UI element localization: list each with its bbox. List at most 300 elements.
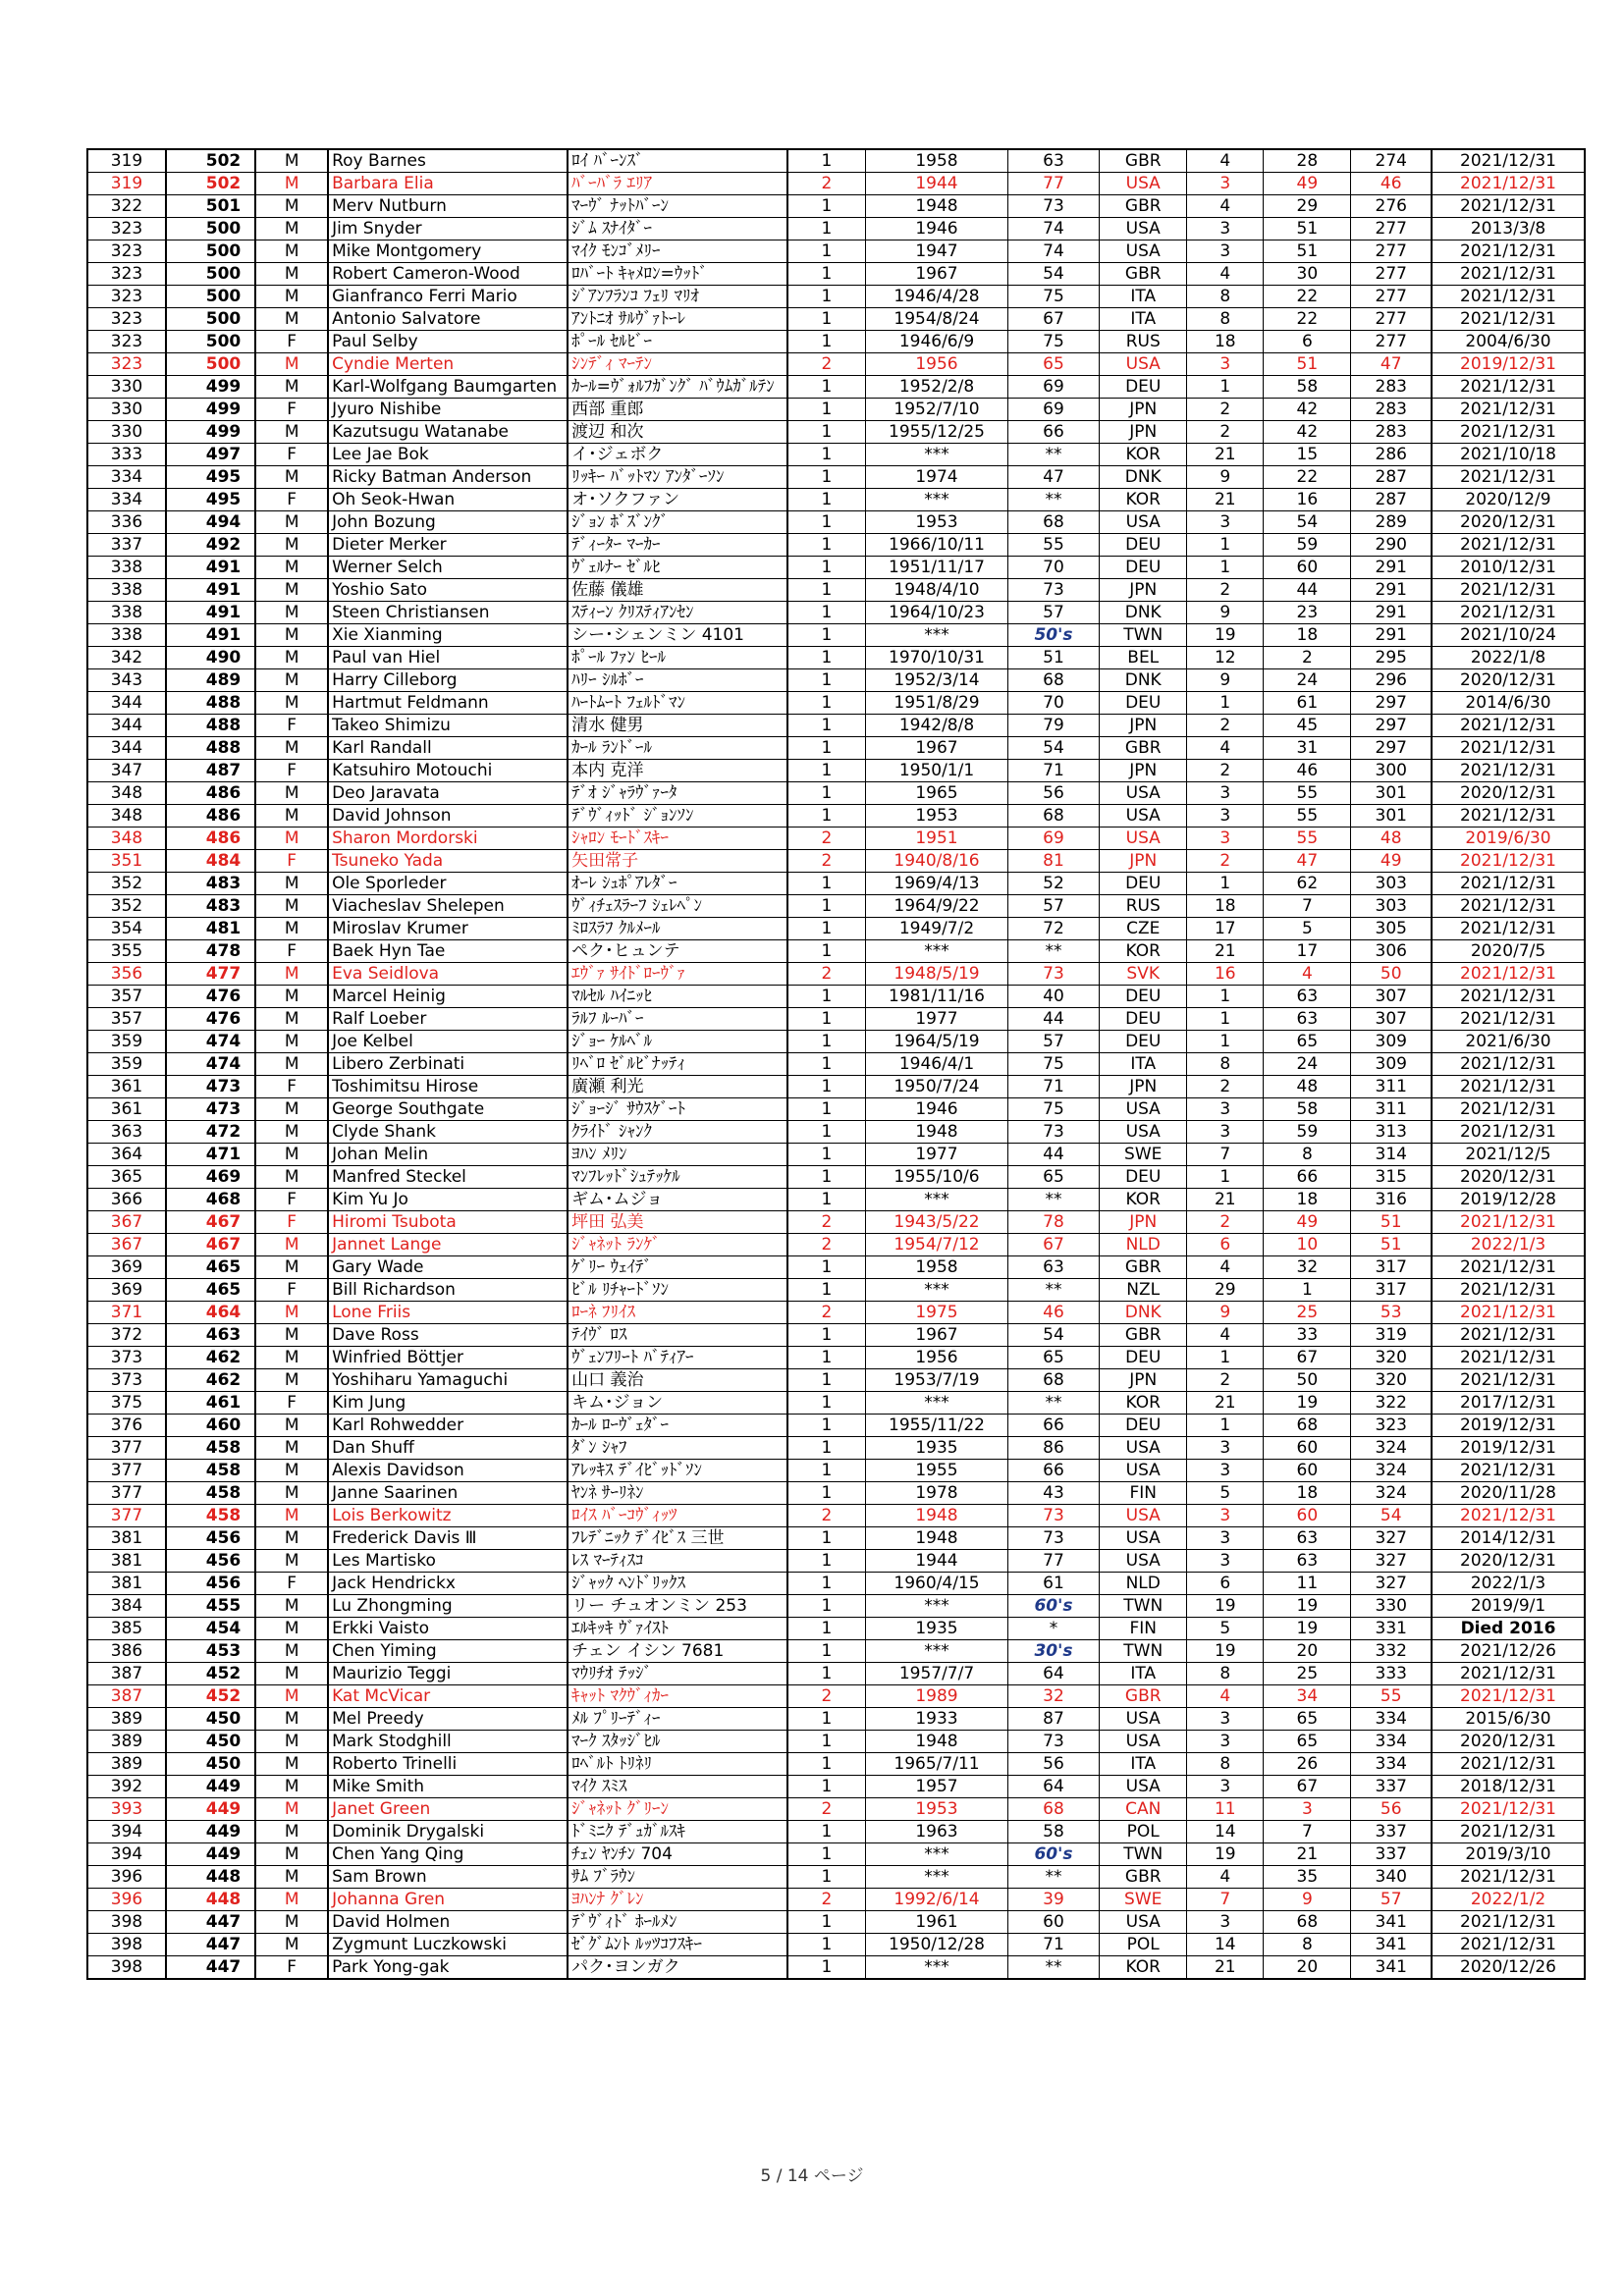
cell-date: 2021/10/18 (1432, 444, 1585, 466)
cell-date: 2021/12/31 (1432, 918, 1585, 940)
cell-div: 1 (787, 1460, 866, 1482)
cell-country: GBR (1100, 1256, 1187, 1279)
cell-born: 1953 (866, 1798, 1008, 1821)
cell-born: 1933 (866, 1708, 1008, 1731)
cell-rank: 342 (87, 647, 166, 669)
cell-score: 465 (166, 1256, 255, 1279)
cell-sub: 55 (1264, 828, 1351, 850)
cell-sex: M (255, 1889, 328, 1911)
cell-sex: M (255, 1843, 328, 1866)
cell-pos: 297 (1351, 692, 1432, 715)
cell-group: 4 (1187, 149, 1264, 173)
cell-div: 1 (787, 511, 866, 534)
table-row (87, 1956, 1585, 1980)
cell-date: 2021/12/31 (1432, 1663, 1585, 1685)
cell-group: 3 (1187, 240, 1264, 263)
cell-score: 501 (166, 195, 255, 218)
cell-div: 1 (787, 715, 866, 737)
cell-group: 4 (1187, 1324, 1264, 1347)
cell-age: 73 (1007, 1527, 1099, 1550)
cell-group: 19 (1187, 1843, 1264, 1866)
cell-pos: 51 (1351, 1211, 1432, 1234)
cell-sub: 19 (1264, 1618, 1351, 1640)
cell-kana: ペク･ヒュンテ (568, 940, 787, 963)
cell-group: 18 (1187, 331, 1264, 353)
cell-country: GBR (1100, 263, 1187, 286)
cell-group: 17 (1187, 918, 1264, 940)
cell-age: 46 (1007, 1302, 1099, 1324)
cell-country: JPN (1100, 421, 1187, 444)
cell-born: *** (866, 1392, 1008, 1415)
cell-sub: 7 (1264, 1821, 1351, 1843)
cell-sub: 60 (1264, 1437, 1351, 1460)
cell-country: JPN (1100, 760, 1187, 782)
cell-rank: 348 (87, 782, 166, 805)
cell-name: Merv Nutburn (328, 195, 568, 218)
cell-div: 1 (787, 1392, 866, 1415)
cell-born: 1963 (866, 1821, 1008, 1843)
cell-group: 19 (1187, 1640, 1264, 1663)
cell-name: Cyndie Merten (328, 353, 568, 376)
cell-born: *** (866, 444, 1008, 466)
cell-country: FIN (1100, 1618, 1187, 1640)
cell-country: RUS (1100, 895, 1187, 918)
cell-name: Lois Berkowitz (328, 1505, 568, 1527)
cell-age: 63 (1007, 1256, 1099, 1279)
cell-sex: M (255, 918, 328, 940)
cell-date: 2020/12/31 (1432, 1550, 1585, 1573)
table-row (87, 1866, 1585, 1889)
cell-group: 3 (1187, 511, 1264, 534)
cell-group: 3 (1187, 1708, 1264, 1731)
cell-age: 58 (1007, 1821, 1099, 1843)
cell-div: 1 (787, 1166, 866, 1189)
cell-score: 500 (166, 286, 255, 308)
cell-pos: 305 (1351, 918, 1432, 940)
cell-country: SWE (1100, 1889, 1187, 1911)
cell-sex: M (255, 1144, 328, 1166)
cell-group: 2 (1187, 760, 1264, 782)
cell-group: 8 (1187, 308, 1264, 331)
cell-age: 73 (1007, 1121, 1099, 1144)
cell-rank: 323 (87, 331, 166, 353)
cell-kana: ｼﾞﾑ ｽﾅｲﾀﾞｰ (568, 218, 787, 240)
cell-div: 1 (787, 1437, 866, 1460)
cell-kana: 坪田 弘美 (568, 1211, 787, 1234)
cell-sex: M (255, 782, 328, 805)
cell-kana: ｷｬｯﾄ ﾏｸｳﾞｨｶｰ (568, 1685, 787, 1708)
cell-pos: 333 (1351, 1663, 1432, 1685)
cell-rank: 398 (87, 1956, 166, 1980)
cell-date: 2021/10/24 (1432, 624, 1585, 647)
cell-rank: 344 (87, 715, 166, 737)
cell-score: 486 (166, 782, 255, 805)
cell-score: 481 (166, 918, 255, 940)
table-row (87, 240, 1585, 263)
cell-born: 1970/10/31 (866, 647, 1008, 669)
cell-date: 2022/1/3 (1432, 1234, 1585, 1256)
cell-group: 21 (1187, 444, 1264, 466)
cell-rank: 398 (87, 1934, 166, 1956)
cell-pos: 330 (1351, 1595, 1432, 1618)
cell-name: Dieter Merker (328, 534, 568, 557)
cell-group: 1 (1187, 1031, 1264, 1053)
cell-div: 1 (787, 466, 866, 489)
cell-born: *** (866, 1189, 1008, 1211)
cell-age: 75 (1007, 286, 1099, 308)
cell-rank: 365 (87, 1166, 166, 1189)
cell-rank: 387 (87, 1663, 166, 1685)
cell-age: 86 (1007, 1437, 1099, 1460)
cell-rank: 354 (87, 918, 166, 940)
cell-div: 1 (787, 1053, 866, 1076)
cell-born: 1951/11/17 (866, 557, 1008, 579)
cell-pos: 277 (1351, 218, 1432, 240)
table-row (87, 1685, 1585, 1708)
cell-rank: 381 (87, 1573, 166, 1595)
cell-group: 3 (1187, 1121, 1264, 1144)
cell-pos: 47 (1351, 353, 1432, 376)
table-row (87, 1279, 1585, 1302)
cell-country: USA (1100, 1527, 1187, 1550)
table-row (87, 1573, 1585, 1595)
cell-born: 1957 (866, 1776, 1008, 1798)
cell-sex: M (255, 624, 328, 647)
cell-name: Karl-Wolfgang Baumgarten (328, 376, 568, 399)
cell-score: 486 (166, 805, 255, 828)
cell-score: 467 (166, 1234, 255, 1256)
cell-date: 2021/12/31 (1432, 1302, 1585, 1324)
cell-country: SVK (1100, 963, 1187, 986)
cell-rank: 389 (87, 1753, 166, 1776)
cell-sub: 67 (1264, 1347, 1351, 1369)
cell-date: 2021/12/31 (1432, 421, 1585, 444)
cell-country: DNK (1100, 1302, 1187, 1324)
cell-sex: M (255, 1618, 328, 1640)
cell-sub: 5 (1264, 918, 1351, 940)
cell-pos: 283 (1351, 376, 1432, 399)
cell-div: 1 (787, 1618, 866, 1640)
cell-group: 3 (1187, 1437, 1264, 1460)
cell-sex: F (255, 1076, 328, 1098)
cell-sub: 51 (1264, 218, 1351, 240)
cell-sub: 18 (1264, 1189, 1351, 1211)
cell-age: 67 (1007, 308, 1099, 331)
table-row (87, 918, 1585, 940)
cell-score: 461 (166, 1392, 255, 1415)
cell-age: 70 (1007, 557, 1099, 579)
table-row (87, 1911, 1585, 1934)
cell-group: 8 (1187, 1663, 1264, 1685)
cell-sub: 63 (1264, 1008, 1351, 1031)
cell-country: USA (1100, 1121, 1187, 1144)
cell-born: 1947 (866, 240, 1008, 263)
cell-group: 1 (1187, 376, 1264, 399)
cell-group: 9 (1187, 669, 1264, 692)
cell-kana: ｳﾞｨﾁｪｽﾗｰﾌ ｼｪﾚﾍﾟﾝ (568, 895, 787, 918)
cell-score: 500 (166, 353, 255, 376)
cell-sex: M (255, 466, 328, 489)
cell-div: 1 (787, 895, 866, 918)
cell-sex: M (255, 602, 328, 624)
cell-pos: 53 (1351, 1302, 1432, 1324)
cell-group: 3 (1187, 1911, 1264, 1934)
cell-born: 1946/4/28 (866, 286, 1008, 308)
cell-age: * (1007, 1618, 1099, 1640)
cell-group: 29 (1187, 1279, 1264, 1302)
cell-sex: M (255, 737, 328, 760)
cell-pos: 313 (1351, 1121, 1432, 1144)
cell-kana: ｶｰﾙ ﾗﾝﾄﾞｰﾙ (568, 737, 787, 760)
cell-sub: 8 (1264, 1144, 1351, 1166)
cell-country: DNK (1100, 602, 1187, 624)
cell-country: USA (1100, 1708, 1187, 1731)
cell-sub: 17 (1264, 940, 1351, 963)
cell-born: 1969/4/13 (866, 873, 1008, 895)
cell-sex: M (255, 1911, 328, 1934)
cell-name: Libero Zerbinati (328, 1053, 568, 1076)
table-row (87, 1550, 1585, 1573)
cell-group: 4 (1187, 737, 1264, 760)
cell-sub: 51 (1264, 240, 1351, 263)
cell-kana: ｶｰﾙ ﾛｰｳﾞｪﾀﾞｰ (568, 1415, 787, 1437)
cell-kana: ｱﾚｯｷｽ ﾃﾞｲﾋﾞｯﾄﾞｿﾝ (568, 1460, 787, 1482)
cell-sex: F (255, 940, 328, 963)
cell-kana: ﾏｳﾘﾁｵ ﾃｯｼﾞ (568, 1663, 787, 1685)
cell-div: 1 (787, 1640, 866, 1663)
cell-group: 9 (1187, 466, 1264, 489)
table-row (87, 737, 1585, 760)
cell-sub: 7 (1264, 895, 1351, 918)
table-row (87, 557, 1585, 579)
cell-sub: 25 (1264, 1663, 1351, 1685)
cell-country: JPN (1100, 579, 1187, 602)
cell-kana: ﾖﾊﾝ ﾒﾘﾝ (568, 1144, 787, 1166)
cell-kana: ﾊﾞｰﾊﾞﾗ ｴﾘｱ (568, 173, 787, 195)
cell-date: 2021/12/31 (1432, 534, 1585, 557)
cell-score: 458 (166, 1505, 255, 1527)
table-row (87, 286, 1585, 308)
cell-group: 6 (1187, 1573, 1264, 1595)
cell-pos: 311 (1351, 1076, 1432, 1098)
cell-group: 1 (1187, 692, 1264, 715)
cell-country: DEU (1100, 1415, 1187, 1437)
cell-date: 2020/12/31 (1432, 511, 1585, 534)
cell-name: Johan Melin (328, 1144, 568, 1166)
cell-sex: M (255, 986, 328, 1008)
cell-div: 1 (787, 624, 866, 647)
cell-kana: ﾁｪﾝ ﾔﾝﾁﾝ 704 (568, 1843, 787, 1866)
cell-div: 1 (787, 1866, 866, 1889)
cell-rank: 366 (87, 1189, 166, 1211)
cell-name: Johanna Gren (328, 1889, 568, 1911)
cell-name: Ricky Batman Anderson (328, 466, 568, 489)
cell-sex: M (255, 218, 328, 240)
cell-country: USA (1100, 240, 1187, 263)
cell-pos: 277 (1351, 240, 1432, 263)
cell-age: 43 (1007, 1482, 1099, 1505)
cell-born: 1960/4/15 (866, 1573, 1008, 1595)
cell-born: *** (866, 1279, 1008, 1302)
cell-born: *** (866, 1640, 1008, 1663)
cell-score: 500 (166, 218, 255, 240)
cell-sex: M (255, 353, 328, 376)
cell-sub: 67 (1264, 1776, 1351, 1798)
cell-div: 1 (787, 737, 866, 760)
cell-group: 2 (1187, 399, 1264, 421)
cell-born: 1952/3/14 (866, 669, 1008, 692)
cell-kana: ﾃﾞｳﾞｨﾄﾞ ﾎｰﾙﾒﾝ (568, 1911, 787, 1934)
cell-name: Steen Christiansen (328, 602, 568, 624)
cell-score: 456 (166, 1573, 255, 1595)
cell-country: GBR (1100, 195, 1187, 218)
cell-born: 1958 (866, 1256, 1008, 1279)
cell-born: 1948/4/10 (866, 579, 1008, 602)
cell-country: KOR (1100, 489, 1187, 511)
cell-age: 32 (1007, 1685, 1099, 1708)
table-row (87, 1437, 1585, 1460)
table-row (87, 963, 1585, 986)
table-row (87, 1460, 1585, 1482)
cell-sex: M (255, 1776, 328, 1798)
cell-age: 73 (1007, 963, 1099, 986)
cell-name: Maurizio Teggi (328, 1663, 568, 1685)
cell-score: 487 (166, 760, 255, 782)
cell-sub: 23 (1264, 602, 1351, 624)
cell-sub: 18 (1264, 1482, 1351, 1505)
cell-date: 2019/12/31 (1432, 353, 1585, 376)
cell-name: Dominik Drygalski (328, 1821, 568, 1843)
table-row (87, 421, 1585, 444)
cell-rank: 373 (87, 1347, 166, 1369)
cell-sub: 54 (1264, 511, 1351, 534)
table-row (87, 602, 1585, 624)
cell-sub: 63 (1264, 1550, 1351, 1573)
cell-sex: M (255, 963, 328, 986)
cell-div: 1 (787, 1708, 866, 1731)
cell-age: 74 (1007, 240, 1099, 263)
cell-score: 458 (166, 1460, 255, 1482)
cell-rank: 398 (87, 1911, 166, 1934)
cell-rank: 333 (87, 444, 166, 466)
cell-sex: M (255, 1640, 328, 1663)
cell-name: Oh Seok-Hwan (328, 489, 568, 511)
cell-kana: ｻﾑ ﾌﾞﾗｳﾝ (568, 1866, 787, 1889)
cell-sex: M (255, 828, 328, 850)
cell-date: 2021/12/31 (1432, 1347, 1585, 1369)
cell-sub: 60 (1264, 557, 1351, 579)
cell-score: 478 (166, 940, 255, 963)
cell-name: Clyde Shank (328, 1121, 568, 1144)
cell-div: 1 (787, 1031, 866, 1053)
table-row (87, 1392, 1585, 1415)
cell-age: 71 (1007, 760, 1099, 782)
cell-div: 1 (787, 1731, 866, 1753)
cell-kana: ﾎﾟｰﾙ ﾌｧﾝ ﾋｰﾙ (568, 647, 787, 669)
cell-sex: M (255, 692, 328, 715)
cell-age: 72 (1007, 918, 1099, 940)
cell-sub: 62 (1264, 873, 1351, 895)
cell-date: 2021/12/31 (1432, 737, 1585, 760)
cell-group: 1 (1187, 986, 1264, 1008)
cell-name: Winfried Böttjer (328, 1347, 568, 1369)
cell-score: 500 (166, 240, 255, 263)
cell-sex: M (255, 1685, 328, 1708)
cell-kana: ｼﾞｮﾝ ﾎﾞｽﾞﾝｸﾞ (568, 511, 787, 534)
cell-country: USA (1100, 173, 1187, 195)
cell-rank: 330 (87, 399, 166, 421)
cell-group: 4 (1187, 1256, 1264, 1279)
cell-kana: ﾏｲｸ ｽﾐｽ (568, 1776, 787, 1798)
cell-pos: 56 (1351, 1798, 1432, 1821)
cell-sub: 28 (1264, 149, 1351, 173)
cell-sub: 25 (1264, 1302, 1351, 1324)
cell-sub: 22 (1264, 308, 1351, 331)
cell-kana: ｶｰﾙ=ｳﾞｫﾙﾌｶﾞﾝｸﾞ ﾊﾞｳﾑｶﾞﾙﾃﾝ (568, 376, 787, 399)
cell-date: 2019/12/31 (1432, 1415, 1585, 1437)
cell-kana: ﾎﾟｰﾙ ｾﾙﾋﾞｰ (568, 331, 787, 353)
cell-kana: ﾛｰﾈ ﾌﾘｲｽ (568, 1302, 787, 1324)
cell-born: 1956 (866, 353, 1008, 376)
cell-country: DEU (1100, 557, 1187, 579)
cell-pos: 314 (1351, 1144, 1432, 1166)
cell-country: USA (1100, 1550, 1187, 1573)
cell-div: 1 (787, 602, 866, 624)
cell-div: 2 (787, 1889, 866, 1911)
cell-kana: 山口 義治 (568, 1369, 787, 1392)
cell-born: 1948/5/19 (866, 963, 1008, 986)
cell-country: JPN (1100, 399, 1187, 421)
cell-kana: ｼﾞｮｰ ｹﾙﾍﾞﾙ (568, 1031, 787, 1053)
cell-sub: 31 (1264, 737, 1351, 760)
cell-country: DEU (1100, 986, 1187, 1008)
cell-date: 2021/12/31 (1432, 963, 1585, 986)
cell-pos: 324 (1351, 1437, 1432, 1460)
cell-kana: ﾄﾞﾐﾆｸ ﾃﾞｭｶﾞﾙｽｷ (568, 1821, 787, 1843)
cell-date: 2021/12/31 (1432, 805, 1585, 828)
cell-kana: ｹﾞﾘｰ ｳｪｲﾃﾞ (568, 1256, 787, 1279)
cell-pos: 315 (1351, 1166, 1432, 1189)
cell-date: 2021/12/31 (1432, 1753, 1585, 1776)
cell-score: 488 (166, 715, 255, 737)
cell-sex: M (255, 1460, 328, 1482)
table-row (87, 218, 1585, 240)
cell-group: 4 (1187, 1685, 1264, 1708)
cell-div: 1 (787, 1347, 866, 1369)
cell-date: 2021/12/31 (1432, 986, 1585, 1008)
cell-rank: 343 (87, 669, 166, 692)
cell-kana: ﾔﾝﾈ ｻｰﾘﾈﾝ (568, 1482, 787, 1505)
cell-kana: ギム･ムジョ (568, 1189, 787, 1211)
cell-sex: F (255, 399, 328, 421)
cell-div: 1 (787, 263, 866, 286)
cell-kana: ｼｬﾛﾝ ﾓｰﾄﾞｽｷｰ (568, 828, 787, 850)
cell-rank: 377 (87, 1437, 166, 1460)
cell-sub: 65 (1264, 1031, 1351, 1053)
cell-sex: M (255, 1008, 328, 1031)
cell-sub: 29 (1264, 195, 1351, 218)
cell-name: Roberto Trinelli (328, 1753, 568, 1776)
cell-pos: 297 (1351, 715, 1432, 737)
cell-group: 3 (1187, 1550, 1264, 1573)
cell-pos: 337 (1351, 1821, 1432, 1843)
cell-age: 74 (1007, 218, 1099, 240)
cell-group: 14 (1187, 1934, 1264, 1956)
cell-born: *** (866, 489, 1008, 511)
cell-score: 500 (166, 331, 255, 353)
cell-div: 1 (787, 1776, 866, 1798)
cell-country: KOR (1100, 1392, 1187, 1415)
